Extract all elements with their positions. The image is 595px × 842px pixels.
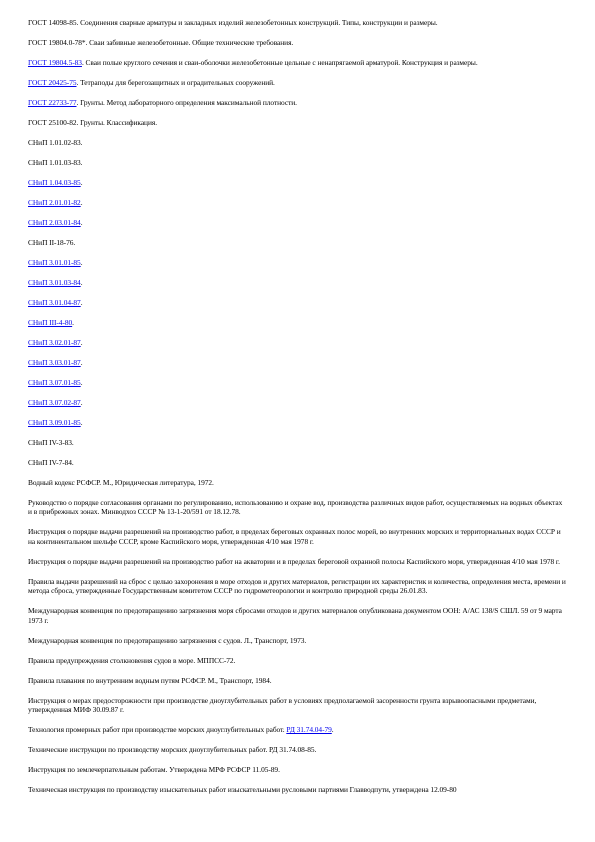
reference-link[interactable]: СНиП 3.01.01-85 (28, 257, 81, 267)
reference-entry (28, 58, 567, 68)
reference-text: Инструкция по землечерпательным работам. Утверждена МРФ РСФСР 11.05-89. (28, 765, 280, 775)
reference-link[interactable]: СНиП 2.03.01-84 (28, 217, 81, 227)
reference-text: СНиП IV-3-83. (28, 437, 74, 447)
reference-entry (28, 636, 567, 646)
reference-link[interactable]: ГОСТ 20425-75 (28, 77, 77, 87)
reference-entry (28, 378, 567, 388)
reference-text: ГОСТ 14098-85. Соединения сварные арматуры и закладных изделий железобетонных конструкций. Типы, конструкции и размеры. (28, 18, 438, 27)
reference-entry (28, 278, 567, 288)
reference-entry (28, 158, 567, 168)
reference-text: Инструкция о порядке выдачи разрешений на производство работ на акватории и в пределах береговой охранной полосы Каспийского моря, утвержденная 4/10 мая 1978 г. (28, 556, 560, 566)
reference-link[interactable]: ГОСТ 22733-77 (28, 97, 77, 107)
reference-link[interactable]: СНиП 3.01.03-84 (28, 277, 81, 287)
reference-link[interactable]: СНиП 3.03.01-87 (28, 357, 81, 367)
reference-entry (28, 138, 567, 148)
reference-entry (28, 258, 567, 268)
reference-entry (28, 577, 567, 596)
reference-entry (28, 298, 567, 308)
reference-entry (28, 118, 567, 128)
reference-text: Международная конвенция по предотвращению загрязнения моря сбросами отходов и других материалов опубликована документом ООН: А/АС 138/S СШЛ. 59 от 9 марта 1973 г. (28, 606, 562, 625)
reference-entry (28, 725, 567, 735)
reference-link[interactable]: СНиП III-4-80 (28, 317, 73, 327)
reference-text: Правила выдачи разрешений на сброс с целью захоронения в море отходов и других материалов, регистрации их характеристик и количества, определения места, времени и метода сброса, утвержденные Государственным комитетом СССР по гидрометеорологии и контролю природной среды 26.01.83. (28, 576, 566, 596)
reference-entry (28, 557, 567, 567)
reference-entry (28, 656, 567, 666)
reference-entry (28, 606, 567, 625)
reference-entry (28, 338, 567, 348)
reference-text: Водный кодекс РСФСР. М., Юридическая литература, 1972. (28, 477, 214, 487)
reference-text: Инструкция о мерах предосторожности при производстве дноуглубительных работ в условиях предполагаемой засоренности грунта взрывоопасными предметами, утвержденная МИФ 30.09.87 г. (28, 695, 537, 715)
reference-text: . Сваи полые круглого сечения и сваи-оболочки железобетонные цельные с ненапрягаемой арматурой. Конструкция и размеры. (81, 57, 478, 67)
reference-entry (28, 218, 567, 228)
reference-entry (28, 438, 567, 448)
reference-entry (28, 318, 567, 328)
reference-text: Правила плавания по внутренним водным путям РСФСР. М., Транспорт, 1984. (28, 675, 272, 685)
reference-text: ГОСТ 25100-82. Грунты. Классификация. (28, 117, 158, 127)
reference-text: . Тетраподы для берегозащитных и оградительных сооружений. (76, 77, 275, 87)
reference-text: ГОСТ 19804.0-78*. Сваи забивные железобетонные. Общие технические требования. (28, 37, 294, 47)
reference-text: Правила предупреждения столкновения судов в море. МППСС-72. (28, 655, 236, 665)
reference-entry (28, 18, 567, 28)
reference-text: Международная конвенция по предотвращению загрязнения с судов. Л., Транспорт, 1973. (28, 635, 307, 645)
reference-entry (28, 358, 567, 368)
reference-link[interactable]: ГОСТ 19804.5-83 (28, 57, 82, 67)
reference-text: . (80, 377, 83, 387)
reference-entry (28, 178, 567, 188)
reference-text: . (80, 357, 83, 367)
reference-entry (28, 785, 567, 795)
reference-entry (28, 676, 567, 686)
reference-text: . (80, 297, 83, 307)
reference-entry (28, 38, 567, 48)
reference-text: . (331, 725, 334, 735)
reference-entry (28, 238, 567, 248)
reference-entry (28, 527, 567, 546)
reference-entry (28, 696, 567, 715)
reference-text: . (80, 277, 83, 287)
reference-link[interactable]: СНиП 2.01.01-82 (28, 197, 81, 207)
reference-text: Руководство о порядке согласования органами по регулированию, использованию и охране вод, производства различных видов работ, осуществляемых на водных объектах и в прибрежных зонах. Минводхоз СССР № 13-1-20/591 от 18.12.78. (28, 497, 563, 517)
reference-text: Техническая инструкция по производству изыскательных работ изыскательными русловыми партиями Главводпути, утверждена 12.09-80 (28, 785, 457, 795)
reference-link[interactable]: СНиП 3.02.01-87 (28, 337, 81, 347)
reference-text: . Грунты. Метод лабораторного определения максимальной плотности. (76, 97, 297, 107)
reference-text: . (80, 397, 83, 407)
reference-text: . (80, 197, 83, 207)
reference-entry (28, 765, 567, 775)
reference-text: . (80, 337, 83, 347)
reference-text: СНиП IV-7-84. (28, 457, 74, 467)
reference-text: СНиП 1.01.02-83. (28, 137, 83, 147)
reference-link[interactable]: СНиП 3.07.02-87 (28, 397, 81, 407)
reference-entry (28, 498, 567, 517)
reference-entry (28, 418, 567, 428)
reference-text: . (80, 257, 83, 267)
reference-entry (28, 458, 567, 468)
reference-text: Инструкция о порядке выдачи разрешений на производство работ, в пределах береговых охранных полос морей, во внутренних морских и территориальных водах СССР и на континентальном шельфе СССР, кроме Каспийского моря, утвержденная 4/10 мая 1978 г. (28, 527, 561, 546)
reference-entry (28, 398, 567, 408)
reference-text: Технология промерных работ при производстве морских дноуглубительных работ. (28, 725, 287, 735)
reference-entry (28, 198, 567, 208)
reference-text: . (80, 217, 83, 227)
reference-entry (28, 98, 567, 108)
reference-link[interactable]: СНиП 1.04.03-85 (28, 177, 81, 187)
reference-text: . (72, 317, 74, 327)
reference-text: СНиП 1.01.03-83. (28, 157, 83, 167)
reference-link[interactable]: СНиП 3.07.01-85 (28, 377, 81, 387)
reference-entry (28, 478, 567, 488)
reference-link[interactable]: РД 31.74.04-79 (286, 725, 332, 735)
reference-text: Технические инструкции по производству морских дноуглубительных работ. РД 31.74.08-85. (28, 745, 317, 755)
reference-text: . (80, 177, 83, 187)
reference-text: СНиП II-18-76. (28, 237, 76, 247)
reference-entry (28, 745, 567, 755)
reference-link[interactable]: СНиП 3.09.01-85 (28, 417, 81, 427)
reference-text: . (80, 417, 83, 427)
reference-entry (28, 78, 567, 88)
reference-link[interactable]: СНиП 3.01.04-87 (28, 297, 81, 307)
